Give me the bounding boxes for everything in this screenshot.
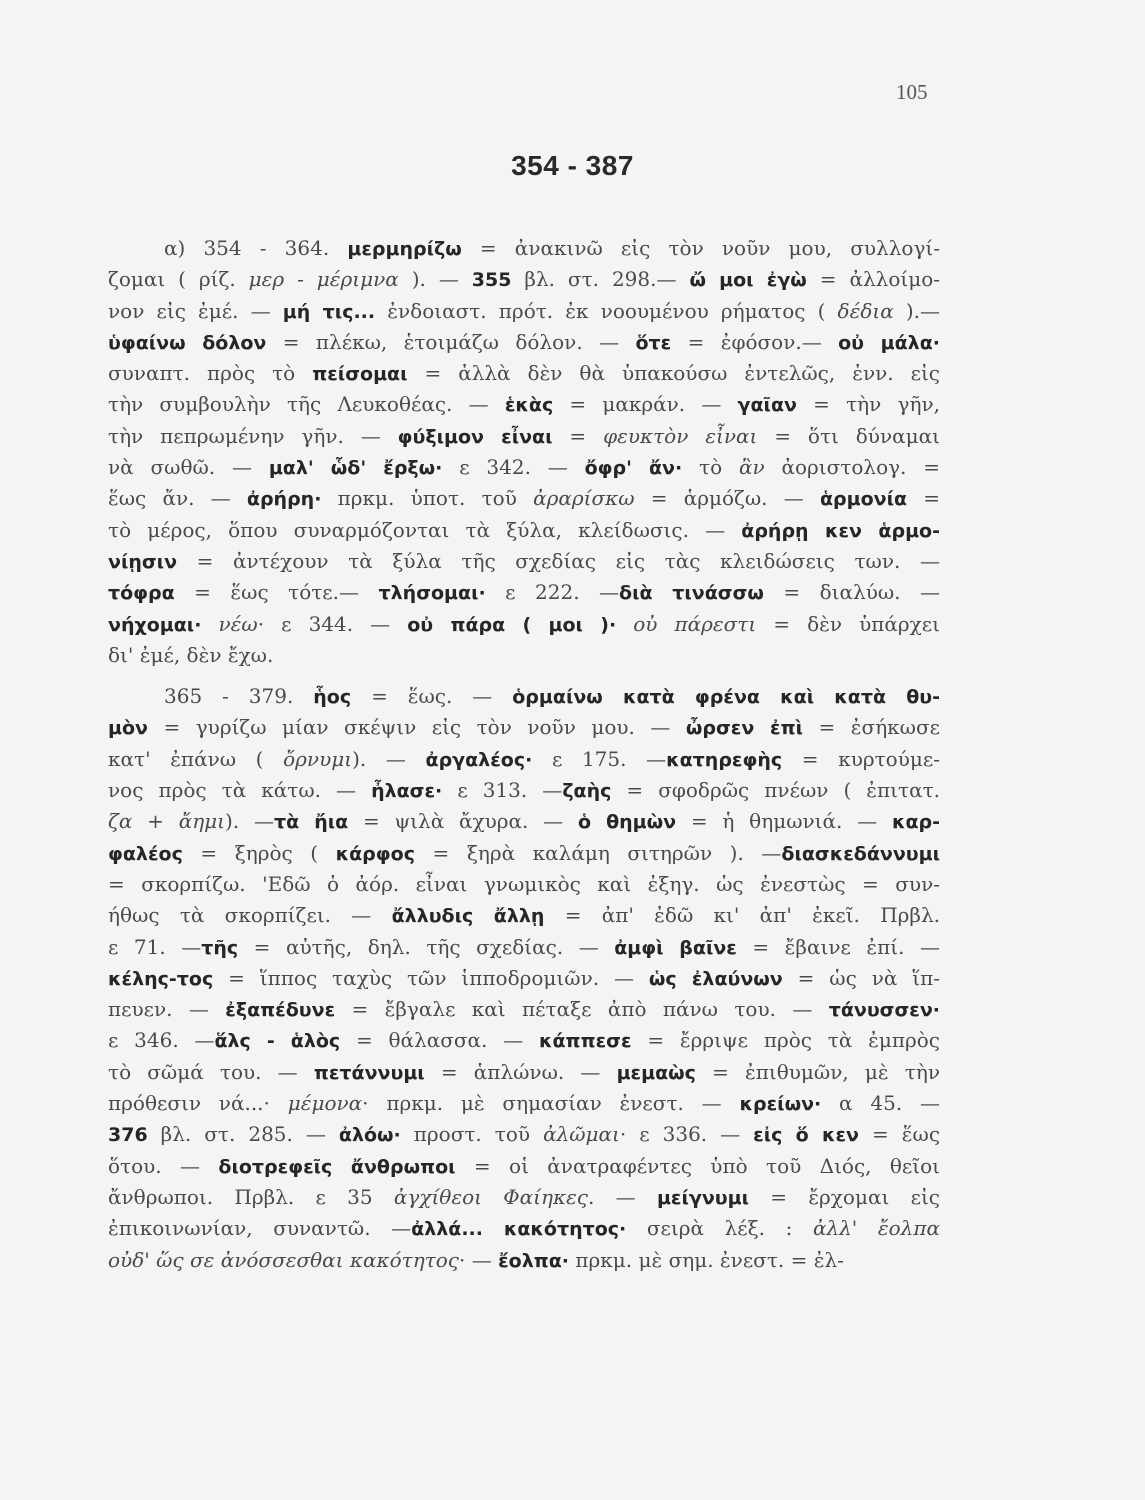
text-line xyxy=(108,452,940,483)
gloss-text: τὴν συμβουλὴν τῆς Λευκοθέας. — xyxy=(108,392,505,417)
gloss-text: α 45. — xyxy=(821,1091,940,1116)
text-line xyxy=(108,994,940,1025)
text-line xyxy=(108,421,940,452)
headword: ὦρσεν ἐπὶ xyxy=(685,717,804,740)
text-line xyxy=(108,963,940,994)
headword: κατηρεφὴς xyxy=(666,748,783,771)
gloss-text: συναπτ. πρὸς τὸ xyxy=(108,361,313,386)
headword: 376 xyxy=(108,1124,148,1147)
headword: οὐ πάρα ( μοι )· xyxy=(407,613,617,636)
gloss-text: α) 354 - 364. xyxy=(164,236,348,260)
gloss-text: πρκμ. μὲ σημ. ἐνεστ. = ἐλ- xyxy=(569,1247,844,1272)
gloss-text: τὴν πεπρωμένην γῆν. — xyxy=(108,423,398,448)
gloss-text: = ἵππος ταχὺς τῶν ἱπποδρομιῶν. — xyxy=(213,965,649,990)
gloss-text: = ἐσήκωσε xyxy=(803,715,940,740)
gloss-text: = ξηρὸς ( xyxy=(182,840,336,865)
gloss-text: προστ. τοῦ xyxy=(400,1122,544,1147)
italic-term: ἄημι xyxy=(178,809,226,834)
text-line xyxy=(108,1151,940,1182)
gloss-text: ἐπικοινωνίαν, συναντῶ. — xyxy=(108,1216,412,1241)
gloss-text: = ἕως. — xyxy=(351,684,513,709)
gloss-text: = ὅτι δύναμαι xyxy=(757,423,940,448)
gloss-text: = πλέκω, ἑτοιμάζω δόλον. — xyxy=(266,329,636,354)
gloss-text: = ψιλὰ ἄχυρα. — xyxy=(348,809,578,834)
headword: ἦλασε· xyxy=(371,780,443,803)
gloss-text: = ἔρριψε πρὸς τὰ ἐμπρὸς xyxy=(631,1028,940,1053)
page-number: 105 xyxy=(896,80,928,104)
gloss-text: ἄνθρωποι. Πρβλ. ε 35 xyxy=(108,1184,394,1209)
headword: ἀμφὶ βαῖνε xyxy=(614,936,737,959)
headword: ὄφρ' ἄν· xyxy=(584,457,683,480)
gloss-text: κατ' ἐπάνω ( xyxy=(108,746,284,771)
text-line xyxy=(108,389,940,420)
gloss-text: ε 342. — xyxy=(442,455,585,480)
gloss-text: = αὐτῆς, δηλ. τῆς σχεδίας. — xyxy=(238,934,615,959)
gloss-text: = ἀντέχουν τὰ ξύλα τῆς σχεδίας εἰς τὰς κλειδώσεις των. — xyxy=(177,548,940,573)
headword: γαῖαν xyxy=(737,394,797,417)
gloss-text: ε 222. — xyxy=(485,580,620,605)
headword: μερμηρίζω xyxy=(347,238,462,260)
headword: ζαὴς xyxy=(562,780,612,803)
gloss-text: δι' ἐμέ, δὲν ἔχω. xyxy=(108,642,274,667)
gloss-text: πρόθεσιν νά...· xyxy=(108,1091,288,1116)
gloss-text: = τὴν γῆν, xyxy=(796,392,940,417)
headword: ἄλλυδις ἄλλῃ xyxy=(391,905,545,928)
text-line xyxy=(108,358,940,389)
gloss-text: = σφοδρῶς πνέων ( ἐπιτατ. xyxy=(611,778,941,803)
gloss-text: ε 175. — xyxy=(532,746,667,771)
text-line xyxy=(108,1119,940,1150)
gloss-text: νος πρὸς τὰ κάτω. — xyxy=(108,778,372,803)
gloss-text: = xyxy=(552,423,604,448)
italic-term: μέμονα xyxy=(287,1091,363,1116)
gloss-text: = ἡ θημωνιά. — xyxy=(676,809,892,834)
headword: μὸν xyxy=(108,717,148,740)
gloss-text: = ἐπιθυμῶν, μὲ τὴν xyxy=(695,1059,940,1084)
text-line xyxy=(108,264,940,295)
text-line xyxy=(108,744,940,775)
italic-term: ἀλλ' ἔολπα xyxy=(812,1216,941,1241)
text-line xyxy=(108,577,940,608)
gloss-text: ). — xyxy=(225,809,274,834)
italic-term: ἀραρίσκω xyxy=(533,486,635,511)
text-line xyxy=(108,869,940,900)
gloss-text: ὅτου. — xyxy=(108,1153,219,1178)
gloss-text: = ἔρχομαι εἰς xyxy=(749,1184,940,1209)
gloss-text: = ὡς νὰ ἵπ- xyxy=(782,965,941,990)
paragraph-gap xyxy=(108,671,940,681)
headword: ὅτε xyxy=(635,331,672,354)
gloss-text: + xyxy=(132,809,179,834)
gloss-text: = οἱ ἀνατραφέντες ὑπὸ τοῦ Διός, θεῖοι xyxy=(455,1153,940,1178)
text-line xyxy=(108,1025,940,1056)
gloss-text: = ἕως τότε.— xyxy=(174,580,379,605)
headword: μαλ' ὧδ' ἔρξω· xyxy=(268,457,443,480)
gloss-text: σειρὰ λέξ. : xyxy=(626,1216,813,1241)
text-line xyxy=(108,233,940,264)
gloss-text: = ἕως xyxy=(859,1122,941,1147)
headword: κάρφος xyxy=(335,842,415,865)
headword: καρ- xyxy=(891,811,940,834)
text-line xyxy=(108,296,940,327)
gloss-text: = ξηρὰ καλάμη σιτηρῶν ). — xyxy=(414,840,782,865)
text-line xyxy=(108,712,940,743)
headword: ὡς ἐλαύνων xyxy=(648,967,783,990)
headword: πετάννυμι xyxy=(313,1061,425,1084)
gloss-text: = ἀλλοίμο- xyxy=(806,267,941,292)
headword: ἀλόω· xyxy=(338,1124,401,1147)
gloss-text: πευεν. — xyxy=(108,997,226,1022)
headword: ὁρμαίνω κατὰ φρένα καὶ κατὰ θυ- xyxy=(512,686,940,709)
section-title: 354 - 387 xyxy=(511,150,634,181)
gloss-text: νον εἰς ἐμέ. — xyxy=(108,298,283,323)
gloss-text: βλ. στ. 285. — xyxy=(147,1122,339,1147)
gloss-text: = ἀνακινῶ εἰς τὸν νοῦν μου, συλλογί- xyxy=(461,236,940,260)
headword: εἰς ὅ κεν xyxy=(753,1124,860,1147)
headword: ἁρμονία xyxy=(819,488,908,511)
headword: μή τις... xyxy=(282,300,376,323)
italic-term: ἂν xyxy=(738,455,765,480)
text-line xyxy=(108,327,940,358)
text-line xyxy=(108,1182,940,1213)
headword: ἧος xyxy=(313,686,352,709)
gloss-text: ζομαι ( ρίζ. xyxy=(108,267,249,292)
gloss-text: = δὲν ὑπάρχει xyxy=(756,611,940,636)
text-line xyxy=(108,609,940,640)
gloss-text: = θάλασσα. — xyxy=(340,1028,539,1053)
gloss-text: . — xyxy=(588,1184,657,1209)
italic-term: ἀλῶμαι xyxy=(543,1122,620,1147)
headword: διὰ τινάσσω xyxy=(619,582,764,605)
headword: κάππεσε xyxy=(539,1030,632,1053)
text-line xyxy=(108,806,940,837)
gloss-text: = ἀλλὰ δὲν θὰ ὑπακούσω ἐντελῶς, ἐνν. εἰς xyxy=(407,361,940,386)
italic-term: οὐδ' ὥς σε ἀνόσσεσθαι κακότητος xyxy=(108,1247,459,1272)
text-line xyxy=(108,515,940,546)
gloss-text: · πρκμ. μὲ σημασίαν ἐνεστ. — xyxy=(362,1091,740,1116)
headword: ὤ μοι ἐγὼ xyxy=(689,269,807,292)
headword: φύξιμον εἶναι xyxy=(397,425,553,448)
headword: πείσομαι xyxy=(312,363,408,386)
headword: ἀργαλέος· xyxy=(425,748,533,771)
headword: ὑφαίνω δόλον xyxy=(108,331,267,354)
gloss-text: ε 313. — xyxy=(442,778,563,803)
gloss-text: · ε 336. — xyxy=(619,1122,754,1147)
italic-term: ὄρνυμι xyxy=(283,746,353,771)
italic-term: οὐ πάρεστι xyxy=(633,611,757,636)
headword: ἀλλά... κακότητος· xyxy=(411,1218,627,1241)
gloss-text: ε 346. — xyxy=(108,1028,215,1053)
headword: κρείων· xyxy=(739,1093,822,1116)
text-line xyxy=(108,483,940,514)
gloss-text: = ἀπ' ἐδῶ κι' ἀπ' ἐκεῖ. Πρβλ. xyxy=(544,903,940,928)
text-line xyxy=(108,1245,940,1276)
gloss-text: = διαλύω. — xyxy=(763,580,941,605)
gloss-text: = μακράν. — xyxy=(553,392,738,417)
gloss-text: νὰ σωθῶ. — xyxy=(108,455,269,480)
headword: διασκεδάννυμι xyxy=(781,842,940,865)
headword: τῆς xyxy=(201,936,239,959)
gloss-text: · — xyxy=(458,1247,499,1272)
italic-term: δέδια xyxy=(837,298,894,323)
gloss-text: ). — xyxy=(352,746,426,771)
text-line xyxy=(108,1057,940,1088)
headword: μείγνυμι xyxy=(656,1186,749,1209)
text-line xyxy=(108,775,940,806)
gloss-text: τὸ μέρος, ὅπου συναρμόζονται τὰ ξύλα, κλείδωσις. — xyxy=(108,517,742,542)
headword: οὐ μάλα· xyxy=(838,331,940,354)
gloss-text: = xyxy=(907,486,941,511)
headword: διοτρεφεῖς ἄνθρωποι xyxy=(218,1155,456,1178)
gloss-text: = γυρίζω μίαν σκέψιν εἰς τὸν νοῦν μου. — xyxy=(147,715,686,740)
gloss-text: ).— xyxy=(893,298,941,323)
gloss-text: · ε 344. — xyxy=(257,611,408,636)
gloss-text: ). — xyxy=(398,267,472,292)
headword: ἐξαπέδυνε xyxy=(225,999,336,1022)
gloss-text: τὸ σῶμά του. — xyxy=(108,1059,314,1084)
italic-term: ζα xyxy=(108,809,133,834)
gloss-text: ἕως ἄν. — xyxy=(108,486,247,511)
text-line xyxy=(108,546,940,577)
headword: ἅλς - ἁλὸς xyxy=(214,1030,341,1053)
headword: μεμαὼς xyxy=(616,1061,696,1084)
gloss-text: = ἐφόσον.— xyxy=(671,329,839,354)
text-line xyxy=(108,1088,940,1119)
headword: 355 xyxy=(471,269,512,292)
gloss-text: = ἔβγαλε καὶ πέταξε ἀπὸ πάνω του. — xyxy=(335,997,829,1022)
gloss-text: ἐνδοιαστ. πρότ. ἐκ νοουμένου ρήματος ( xyxy=(375,298,838,323)
gloss-text: 365 - 379. xyxy=(164,684,314,709)
text-line xyxy=(108,1213,940,1244)
headword: κέλης-τος xyxy=(108,967,214,990)
gloss-text xyxy=(201,612,218,636)
text-line xyxy=(108,681,940,712)
commentary-text xyxy=(108,233,940,1276)
gloss-text: ήθως τὰ σκορπίζει. — xyxy=(108,903,392,928)
gloss-text: ε 71. — xyxy=(108,934,202,959)
headword: ἑκὰς xyxy=(504,394,554,417)
gloss-text: τὸ xyxy=(682,455,739,480)
headword: ἔολπα· xyxy=(498,1249,570,1272)
text-line xyxy=(108,640,940,671)
italic-term: μερ - μέριμνα xyxy=(248,267,399,292)
gloss-text xyxy=(616,612,633,636)
text-line xyxy=(108,838,940,869)
gloss-text: = ἁρμόζω. — xyxy=(634,486,820,511)
italic-term: νέω xyxy=(218,611,258,636)
italic-term: φευκτὸν εἶναι xyxy=(603,423,758,448)
headword: τάνυσσεν· xyxy=(828,999,941,1022)
headword: ὁ θημὼν xyxy=(577,811,677,834)
gloss-text: βλ. στ. 298.— xyxy=(511,267,690,292)
gloss-text: = κυρτούμε- xyxy=(782,746,940,771)
text-line xyxy=(108,932,940,963)
headword: νήχομαι· xyxy=(108,613,202,636)
headword: τόφρα xyxy=(108,582,175,605)
headword: τὰ ἤια xyxy=(273,811,349,834)
headword: νίῃσιν xyxy=(108,550,178,573)
gloss-text: = σκορπίζω. 'Εδῶ ὁ ἀόρ. εἶναι γνωμικὸς καὶ ἐξηγ. ὡς ἐνεστὼς = συν- xyxy=(108,871,940,896)
headword: ἀρήρη· xyxy=(246,488,322,511)
headword: τλήσομαι· xyxy=(378,582,486,605)
headword: ἀρήρῃ κεν ἁρμο- xyxy=(741,519,940,542)
gloss-text: = ἁπλώνω. — xyxy=(424,1059,617,1084)
headword: φαλέος xyxy=(108,842,183,865)
gloss-text: ἀοριστολογ. = xyxy=(764,455,940,480)
gloss-text: πρκμ. ὑποτ. τοῦ xyxy=(321,486,534,511)
text-line xyxy=(108,900,940,931)
gloss-text: = ἔβαινε ἐπί. — xyxy=(736,934,940,959)
italic-term: ἀγχίθεοι Φαίηκες xyxy=(393,1184,589,1209)
